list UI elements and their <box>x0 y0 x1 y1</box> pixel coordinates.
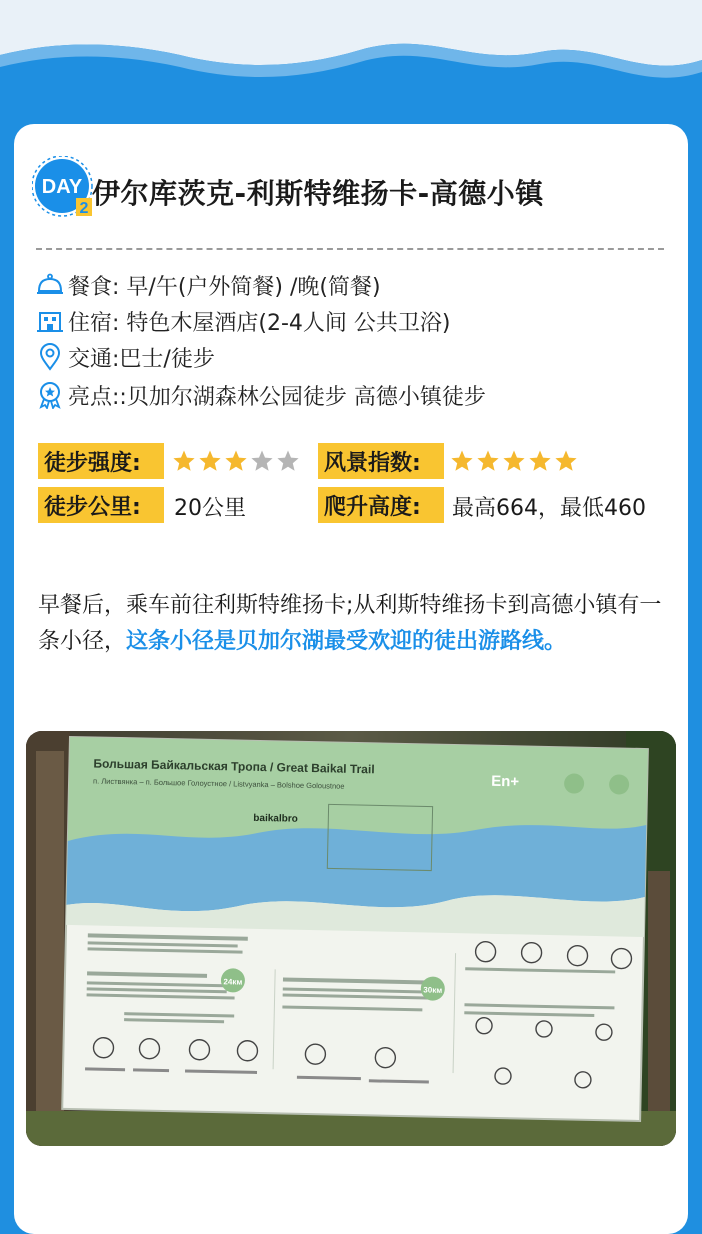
sign-subtitle: п. Листвянка – п. Большое Голоустное / Listvyanka – Bolshoe Goloustnoe <box>92 776 345 791</box>
hike-intensity-label: 徒步强度: <box>38 443 164 479</box>
meals-row <box>36 268 381 302</box>
star-filled-icon <box>198 449 222 473</box>
distance-badge-a: 24км <box>223 977 243 987</box>
star-filled-icon <box>172 449 196 473</box>
description-highlight: 这条小径是贝加尔湖最受欢迎的徒出游路线。 <box>126 629 567 654</box>
star-empty-icon <box>250 449 274 473</box>
star-filled-icon <box>554 449 578 473</box>
cloche-icon <box>36 271 64 299</box>
highlights-text: 亮点::贝加尔湖森林公园徒步 高德小镇徒步 <box>68 384 486 410</box>
award-badge-icon <box>36 381 64 409</box>
elevation-value: 最高664，最低460 <box>452 496 646 521</box>
sign-brand: baikalbro <box>253 812 298 825</box>
meals-text: 餐食: 早/午(户外简餐) /晚(简餐) <box>68 274 381 300</box>
lodging-text: 住宿: 特色木屋酒店(2-4人间 公共卫浴) <box>68 310 451 336</box>
star-empty-icon <box>276 449 300 473</box>
star-filled-icon <box>476 449 500 473</box>
day-title: 伊尔库茨克-利斯特维扬卡-高德小镇 <box>92 177 544 210</box>
transport-text: 交通:巴士/徒步 <box>68 346 215 372</box>
location-pin-icon <box>36 343 64 371</box>
trail-sign-illustration <box>26 731 676 1146</box>
highlights-row <box>36 378 486 412</box>
scenery-index-label: 风景指数: <box>318 443 444 479</box>
day-badge-icon <box>32 156 96 220</box>
star-filled-icon <box>528 449 552 473</box>
description-plain: 早餐后，乘车前往利斯特维扬卡;从利斯特维扬卡到高德小镇有一条小径， <box>38 593 662 654</box>
transport-row <box>36 340 215 374</box>
building-icon <box>36 307 64 335</box>
trail-sign-photo <box>26 731 676 1146</box>
sign-logo: En+ <box>490 772 520 791</box>
hike-distance-label: 徒步公里: <box>38 487 164 523</box>
scenery-index-stars <box>450 449 578 473</box>
sign-title: Большая Байкальская Тропа / Great Baikal Trail <box>93 756 375 777</box>
day-badge-number: 2 <box>79 200 89 217</box>
elevation-label: 爬升高度: <box>318 487 444 523</box>
star-filled-icon <box>450 449 474 473</box>
lodging-row <box>36 304 451 338</box>
distance-badge-b: 30км <box>423 985 443 995</box>
hike-intensity-stars <box>172 449 300 473</box>
star-filled-icon <box>224 449 248 473</box>
day-badge-word: DAY <box>41 176 83 198</box>
star-filled-icon <box>502 449 526 473</box>
hike-distance-value: 20公里 <box>174 496 246 521</box>
dashed-divider <box>36 248 664 250</box>
description-paragraph <box>38 588 664 660</box>
